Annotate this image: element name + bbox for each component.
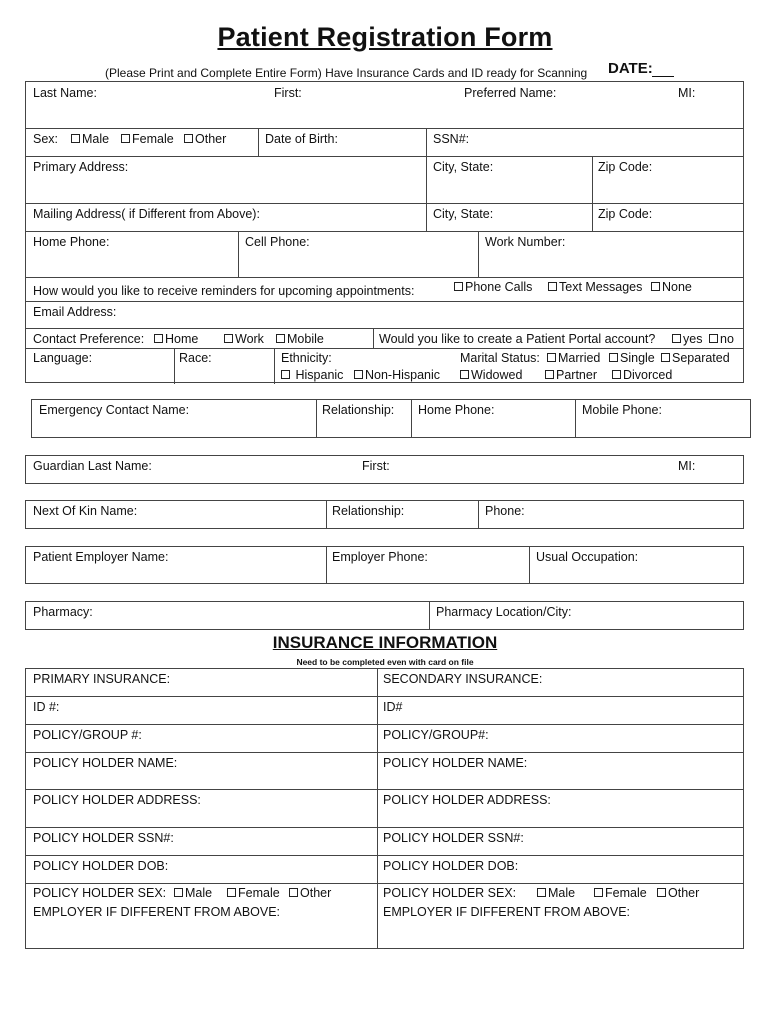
reminder-none-option[interactable]: None xyxy=(651,280,692,294)
first-name-field[interactable]: First: xyxy=(274,86,302,100)
checkbox-icon[interactable] xyxy=(276,334,285,343)
primary-policy-field[interactable]: POLICY/GROUP #: xyxy=(33,728,142,742)
portal-no-option[interactable]: no xyxy=(709,332,734,346)
checkbox-icon[interactable] xyxy=(224,334,233,343)
checkbox-icon[interactable] xyxy=(545,370,554,379)
emergency-name-field[interactable]: Emergency Contact Name: xyxy=(39,403,190,417)
date-label: DATE: xyxy=(608,60,653,77)
checkbox-icon[interactable] xyxy=(460,370,469,379)
portal-question: Would you like to create a Patient Portal account? xyxy=(379,332,656,346)
language-field[interactable]: Language: xyxy=(33,351,93,365)
checkbox-icon[interactable] xyxy=(548,282,557,291)
mi-field[interactable]: MI: xyxy=(678,86,696,100)
primary-holder-sex-female[interactable]: Female xyxy=(227,886,280,900)
kin-relationship-field[interactable]: Relationship: xyxy=(332,504,405,518)
zip-code-field[interactable]: Zip Code: xyxy=(598,160,653,174)
secondary-employer-field[interactable]: EMPLOYER IF DIFFERENT FROM ABOVE: xyxy=(383,905,631,919)
cell-phone-field[interactable]: Cell Phone: xyxy=(245,235,310,249)
mailing-zip-code-field[interactable]: Zip Code: xyxy=(598,207,653,221)
pharmacy-field[interactable]: Pharmacy: xyxy=(33,605,93,619)
marital-widowed-option[interactable]: Widowed xyxy=(460,368,522,382)
insurance-section xyxy=(25,668,744,949)
marital-single-option[interactable]: Single xyxy=(609,351,655,365)
contact-work-option[interactable]: Work xyxy=(224,332,264,346)
guardian-section xyxy=(25,455,744,484)
pharmacy-location-field[interactable]: Pharmacy Location/City: xyxy=(436,605,572,619)
contact-mobile-option[interactable]: Mobile xyxy=(276,332,324,346)
secondary-holder-sex-female[interactable]: Female xyxy=(594,886,647,900)
secondary-holder-address-field[interactable]: POLICY HOLDER ADDRESS: xyxy=(383,793,551,807)
race-field[interactable]: Race: xyxy=(179,351,212,365)
primary-holder-sex-male[interactable]: Male xyxy=(174,886,212,900)
checkbox-icon[interactable] xyxy=(594,888,603,897)
guardian-last-name-field[interactable]: Guardian Last Name: xyxy=(33,459,152,473)
sex-female-option[interactable]: Female xyxy=(121,132,174,146)
ethnicity-hispanic-option[interactable]: Hispanic xyxy=(281,368,343,382)
ssn-field[interactable]: SSN#: xyxy=(433,132,470,146)
preferred-name-field[interactable]: Preferred Name: xyxy=(464,86,557,100)
mailing-address-field[interactable]: Mailing Address( if Different from Above): xyxy=(33,207,260,221)
secondary-id-field[interactable]: ID# xyxy=(383,700,403,714)
checkbox-icon[interactable] xyxy=(184,134,193,143)
date-field[interactable] xyxy=(652,76,674,77)
work-number-field[interactable]: Work Number: xyxy=(485,235,566,249)
secondary-holder-name-field[interactable]: POLICY HOLDER NAME: xyxy=(383,756,528,770)
primary-id-field[interactable]: ID #: xyxy=(33,700,60,714)
checkbox-icon[interactable] xyxy=(454,282,463,291)
next-of-kin-section xyxy=(25,500,744,529)
insurance-heading: INSURANCE INFORMATION xyxy=(272,633,498,652)
emergency-home-phone-field[interactable]: Home Phone: xyxy=(418,403,495,417)
emergency-contact-section xyxy=(31,399,751,438)
marital-married-option[interactable]: Married xyxy=(547,351,600,365)
primary-insurance-field[interactable]: PRIMARY INSURANCE: xyxy=(33,672,171,686)
email-field[interactable]: Email Address: xyxy=(33,305,117,319)
ethnicity-label: Ethnicity: xyxy=(281,351,332,365)
checkbox-icon[interactable] xyxy=(289,888,298,897)
marital-divorced-option[interactable]: Divorced xyxy=(612,368,672,382)
checkbox-icon[interactable] xyxy=(612,370,621,379)
pharmacy-section xyxy=(25,601,744,630)
primary-holder-name-field[interactable]: POLICY HOLDER NAME: xyxy=(33,756,178,770)
mailing-city-state-field[interactable]: City, State: xyxy=(433,207,494,221)
marital-status-label: Marital Status: xyxy=(460,351,540,365)
checkbox-icon[interactable] xyxy=(227,888,236,897)
secondary-holder-sex-male[interactable]: Male xyxy=(537,886,575,900)
primary-holder-sex-other[interactable]: Other xyxy=(289,886,331,900)
sex-label: Sex: xyxy=(33,132,59,146)
form-instructions: (Please Print and Complete Entire Form) Have Insurance Cards and ID ready for Scanning xyxy=(105,66,588,80)
sex-male-option[interactable]: Male xyxy=(71,132,109,146)
checkbox-icon[interactable] xyxy=(657,888,666,897)
checkbox-icon[interactable] xyxy=(661,353,670,362)
checkbox-icon[interactable] xyxy=(537,888,546,897)
checkbox-icon[interactable] xyxy=(609,353,618,362)
checkbox-icon[interactable] xyxy=(672,334,681,343)
primary-holder-dob-field[interactable]: POLICY HOLDER DOB: xyxy=(33,859,169,873)
kin-phone-field[interactable]: Phone: xyxy=(485,504,525,518)
secondary-holder-dob-field[interactable]: POLICY HOLDER DOB: xyxy=(383,859,519,873)
checkbox-icon[interactable] xyxy=(121,134,130,143)
city-state-field[interactable]: City, State: xyxy=(433,160,494,174)
reminder-text-option[interactable]: Text Messages xyxy=(548,280,642,294)
checkbox-icon[interactable] xyxy=(174,888,183,897)
contact-home-option[interactable]: Home xyxy=(154,332,198,346)
marital-separated-option[interactable]: Separated xyxy=(661,351,730,365)
reminders-question: How would you like to receive reminders for upcoming appointments: xyxy=(33,284,415,298)
secondary-holder-ssn-field[interactable]: POLICY HOLDER SSN#: xyxy=(383,831,524,845)
emergency-mobile-phone-field[interactable]: Mobile Phone: xyxy=(582,403,662,417)
sex-other-option[interactable]: Other xyxy=(184,132,226,146)
ethnicity-non-hispanic-option[interactable]: Non-Hispanic xyxy=(354,368,440,382)
checkbox-icon[interactable] xyxy=(547,353,556,362)
checkbox-icon[interactable] xyxy=(354,370,363,379)
employer-phone-field[interactable]: Employer Phone: xyxy=(332,550,428,564)
secondary-holder-sex-other[interactable]: Other xyxy=(657,886,699,900)
primary-holder-ssn-field[interactable]: POLICY HOLDER SSN#: xyxy=(33,831,174,845)
reminder-phone-option[interactable]: Phone Calls xyxy=(454,280,532,294)
emergency-relationship-field[interactable]: Relationship: xyxy=(322,403,395,417)
guardian-first-name-field[interactable]: First: xyxy=(362,459,390,473)
checkbox-icon[interactable] xyxy=(651,282,660,291)
secondary-insurance-field[interactable]: SECONDARY INSURANCE: xyxy=(383,672,543,686)
primary-holder-address-field[interactable]: POLICY HOLDER ADDRESS: xyxy=(33,793,201,807)
primary-employer-field[interactable]: EMPLOYER IF DIFFERENT FROM ABOVE: xyxy=(33,905,281,919)
portal-yes-option[interactable]: yes xyxy=(672,332,702,346)
insurance-note: Need to be completed even with card on file xyxy=(296,657,474,667)
page-title: Patient Registration Form xyxy=(217,22,553,52)
guardian-mi-field[interactable]: MI: xyxy=(678,459,696,473)
checkbox-icon[interactable] xyxy=(281,370,290,379)
last-name-field[interactable]: Last Name: xyxy=(33,86,97,100)
patient-info-section xyxy=(25,81,744,383)
checkbox-icon[interactable] xyxy=(154,334,163,343)
employer-name-field[interactable]: Patient Employer Name: xyxy=(33,550,169,564)
kin-name-field[interactable]: Next Of Kin Name: xyxy=(33,504,138,518)
primary-address-field[interactable]: Primary Address: xyxy=(33,160,129,174)
checkbox-icon[interactable] xyxy=(709,334,718,343)
primary-holder-sex-label: POLICY HOLDER SEX: xyxy=(33,886,167,900)
employer-section xyxy=(25,546,744,584)
secondary-holder-sex-label: POLICY HOLDER SEX: xyxy=(383,886,517,900)
checkbox-icon[interactable] xyxy=(71,134,80,143)
secondary-policy-field[interactable]: POLICY/GROUP#: xyxy=(383,728,489,742)
occupation-field[interactable]: Usual Occupation: xyxy=(536,550,639,564)
home-phone-field[interactable]: Home Phone: xyxy=(33,235,110,249)
marital-partner-option[interactable]: Partner xyxy=(545,368,597,382)
contact-preference-label: Contact Preference: xyxy=(33,332,145,346)
dob-field[interactable]: Date of Birth: xyxy=(265,132,338,146)
